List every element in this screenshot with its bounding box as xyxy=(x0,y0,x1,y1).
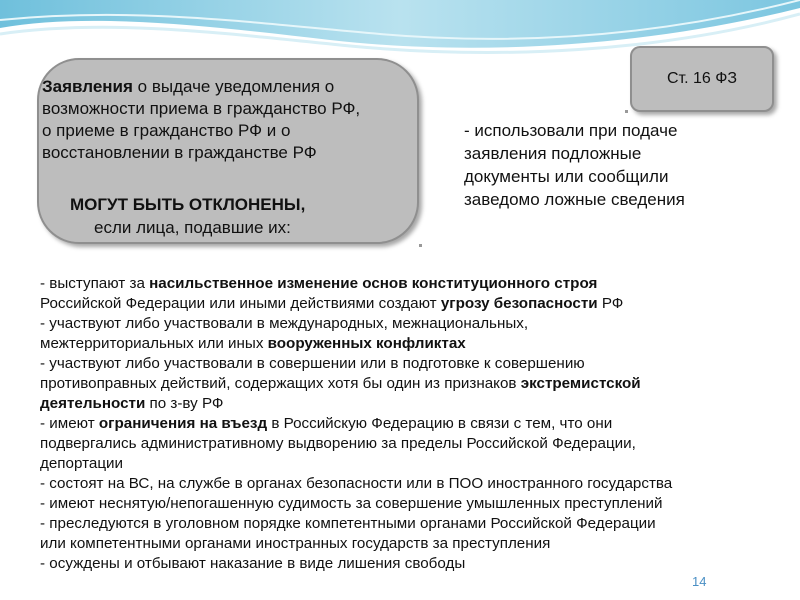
note-line1: - использовали при подаче xyxy=(464,121,678,140)
list-emphasis: угрозу безопасности xyxy=(440,295,598,312)
applications-lead: Заявления xyxy=(42,77,133,96)
list-text: межтерриториальных или иных xyxy=(40,335,268,352)
list-text: - имеют xyxy=(40,415,99,432)
list-text: - выступают за xyxy=(40,275,150,292)
list-line: - состоят на ВС, на службе в органах безопасности или в ПОО иностранного государства xyxy=(40,475,673,492)
list-line xyxy=(40,394,770,414)
note-line3: документы или сообщили xyxy=(464,167,669,186)
list-text: РФ xyxy=(597,295,624,312)
applications-line4: восстановлении в гражданстве РФ xyxy=(42,143,317,162)
list-emphasis: экстремистской xyxy=(520,375,641,392)
list-line xyxy=(40,334,770,354)
may-be-rejected-heading: МОГУТ БЫТЬ ОТКЛОНЕНЫ, xyxy=(70,195,306,214)
list-text: в Российскую Федерацию в связи с тем, что они xyxy=(267,415,613,432)
list-line: - участвуют либо участвовали в международных, межнациональных, xyxy=(40,315,529,332)
forged-documents-note xyxy=(464,119,764,211)
list-line: - осуждены и отбывают наказание в виде лишения свободы xyxy=(40,555,466,572)
list-line xyxy=(40,414,770,434)
note-line4: заведомо ложные сведения xyxy=(464,190,685,209)
list-emphasis: ограничения на въезд xyxy=(98,415,268,432)
grounds-list xyxy=(40,274,770,574)
list-line: или компетентными органами иностранных государств за преступления xyxy=(40,535,551,552)
applications-description xyxy=(42,76,432,164)
applications-line2: возможности приема в гражданство РФ, xyxy=(42,99,361,118)
list-emphasis: деятельности xyxy=(40,395,146,412)
list-text: по з-ву РФ xyxy=(145,395,224,412)
list-line xyxy=(40,374,770,394)
if-persons-text: если лица, подавшие их: xyxy=(94,218,291,237)
list-line xyxy=(40,294,770,314)
list-text: противоправных действий, содержащих хотя бы один из признаков xyxy=(40,375,521,392)
note-line2: заявления подложные xyxy=(464,144,642,163)
list-line: - имеют неснятую/непогашенную судимость за совершение умышленных преступлений xyxy=(40,495,663,512)
applications-line3: о приеме в гражданство РФ и о xyxy=(42,121,291,140)
list-line xyxy=(40,274,770,294)
page-number: 14 xyxy=(692,574,707,589)
reference-label: Ст. 16 ФЗ xyxy=(666,70,738,87)
decorative-dot xyxy=(625,110,628,113)
list-line: депортации xyxy=(40,455,123,472)
applications-line1: о выдаче уведомления о xyxy=(132,77,335,96)
list-emphasis: насильственное изменение основ конституционного строя xyxy=(149,275,598,292)
list-text: Российской Федерации или иными действиями создают xyxy=(40,295,441,312)
decorative-dot xyxy=(419,244,422,247)
list-emphasis: вооруженных конфликтах xyxy=(267,335,466,352)
list-line: - преследуются в уголовном порядке компетентными органами Российской Федерации xyxy=(40,515,656,532)
list-line: подвергались административному выдворению за пределы Российской Федерации, xyxy=(40,435,636,452)
list-line: - участвуют либо участвовали в совершении или в подготовке к совершению xyxy=(40,355,585,372)
